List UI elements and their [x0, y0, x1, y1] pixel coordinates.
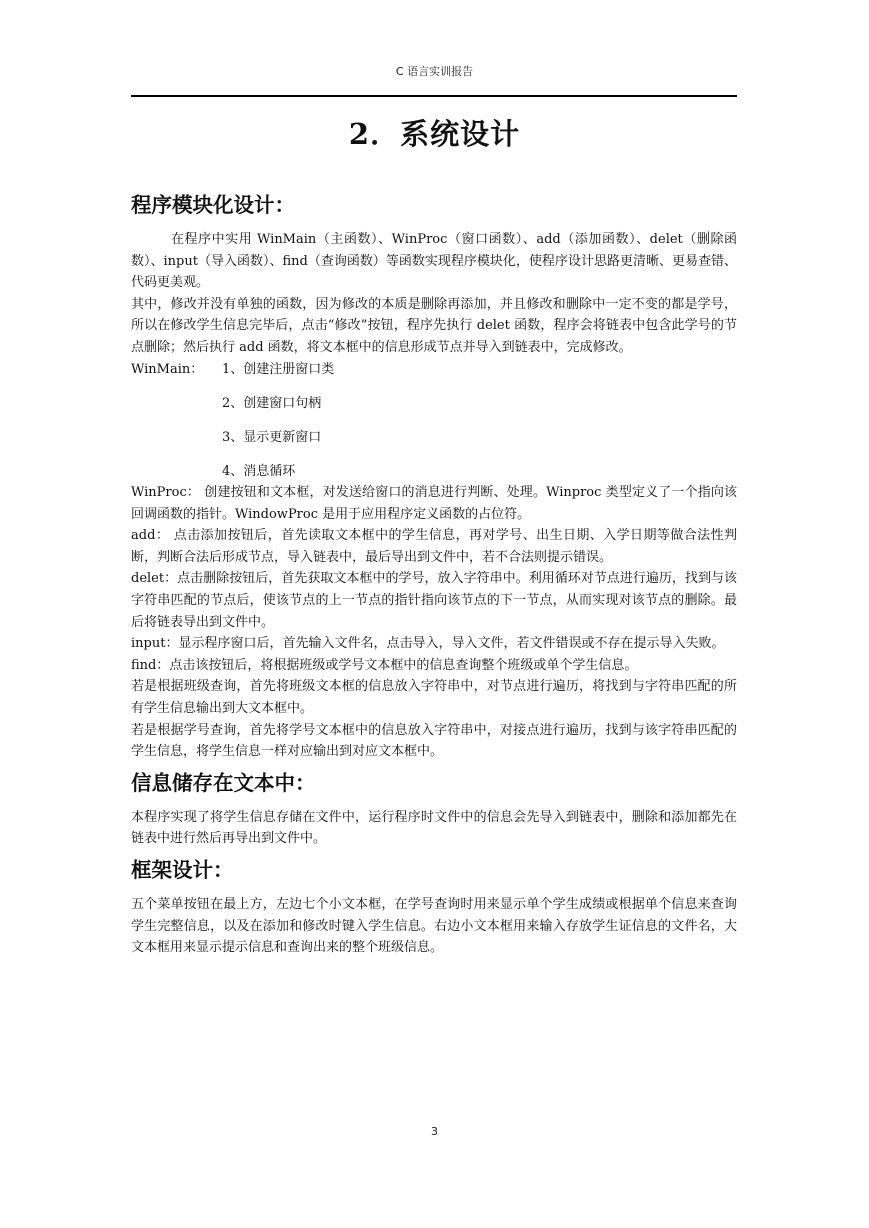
- winmain-step: 4、消息循环: [222, 463, 296, 479]
- document-body: [131, 188, 737, 959]
- paragraph-modify-explanation: 其中，修改并没有单独的函数，因为修改的本质是删除再添加，并且修改和删除中一定不变的都是学号，所以在修改学生信息完毕后，点击“修改”按钮，程序先执行 delet 函数，程序会将链表中包含此学号的节点删除；然后执行 add 函数，将文本框中的信息形成节点并导入到链表中，完成修改。: [131, 296, 737, 355]
- winmain-step: 3、显示更新窗口: [222, 429, 322, 445]
- paragraph-winproc: WinProc： 创建按钮和文本框，对发送给窗口的消息进行判断、处理。Winproc 类型定义了一个指向该回调函数的指针。WindowProc 是用于应用程序定义函数的占位符。: [131, 485, 737, 522]
- winmain-step: 1、创建注册窗口类: [222, 361, 335, 377]
- winmain-step-list: [222, 359, 334, 483]
- paragraph-delet: delet：点击删除按钮后，首先获取文本框中的学号，放入字符串中。利用循环对节点进行遍历，找到与该字符串匹配的节点后，使该节点的上一节点的指针指向该节点的下一节点，从而实现对该节点的删除。最后将链表导出到文件中。: [131, 571, 737, 630]
- winmain-label: WinMain：: [131, 361, 204, 377]
- paragraph-input: input：显示程序窗口后，首先输入文件名，点击导入，导入文件，若文件错误或不存在提示导入失败。: [131, 636, 725, 652]
- page-title: 2．系统设计: [348, 117, 521, 151]
- section-heading-framework-design: 框架设计：: [131, 858, 234, 883]
- paragraph-add: add： 点击添加按钮后，首先读取文本框中的学生信息，再对学号、出生日期、入学日期等做合法性判断，判断合法后形成节点，导入链表中，最后导出到文件中，若不合法则提示错误。: [131, 528, 737, 565]
- paragraph-modular-intro: 在程序中实用 WinMain（主函数）、WinProc（窗口函数）、add（添加函数）、delet（删除函数）、input（导入函数）、find（查询函数）等函数实现程序模块化，使程序设计思路更清晰、更易查错、代码更美观。: [131, 232, 737, 291]
- section-heading-modular-design: 程序模块化设计：: [131, 193, 295, 217]
- paragraph-find: find：点击该按钮后，将根据班级或学号文本框中的信息查询整个班级或单个学生信息。: [131, 657, 638, 673]
- paragraph-framework-design: 五个菜单按钮在最上方，左边七个小文本框，在学号查询时用来显示单个学生成绩或根据单个信息来查询学生完整信息，以及在添加和修改时键入学生信息。右边小文本框用来输入存放学生证信息的文件名，大文本框用来显示提示信息和查询出来的整个班级信息。: [131, 897, 737, 956]
- winmain-block: [131, 359, 737, 483]
- winmain-step: 2、创建窗口句柄: [222, 395, 322, 411]
- running-header: C 语言实训报告: [395, 65, 474, 78]
- header-rule: [131, 95, 737, 97]
- paragraph-find-by-class: 若是根据班级查询，首先将班级文本框的信息放入字符串中，对节点进行遍历，将找到与字符串匹配的所有学生信息输出到大文本框中。: [131, 679, 737, 717]
- paragraph-text-storage: 本程序实现了将学生信息存储在文件中，运行程序时文件中的信息会先导入到链表中，删除和添加都先在链表中进行然后再导出到文件中。: [131, 809, 737, 847]
- paragraph-find-by-id: 若是根据学号查询，首先将学号文本框中的信息放入字符串中，对接点进行遍历，找到与该字符串匹配的学生信息，将学生信息一样对应输出到对应文本框中。: [131, 722, 737, 760]
- section-heading-text-storage: 信息储存在文本中：: [131, 770, 316, 795]
- page-number: 3: [431, 1125, 438, 1138]
